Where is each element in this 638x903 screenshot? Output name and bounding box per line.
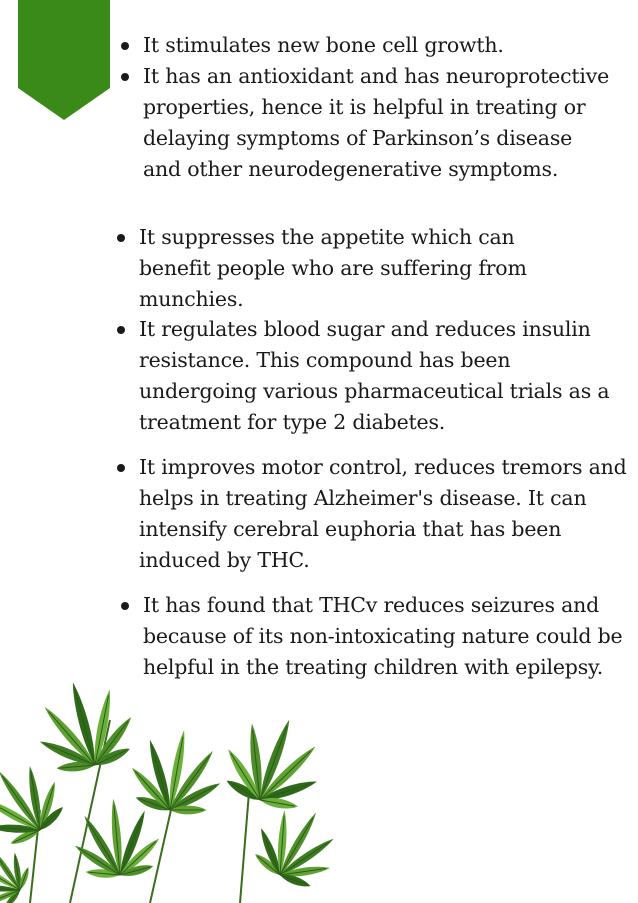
list-item (143, 30, 613, 61)
bullet-dot-icon (117, 326, 125, 334)
bullet-dot-icon (121, 42, 129, 50)
list-item-text: It has found that THCv reduces seizures and because of its non-intoxicating nature could be helpful in the treating children with epilepsy. (143, 593, 623, 679)
cannabis-leaves-icon (0, 660, 340, 903)
bullet-dot-icon (117, 464, 125, 472)
list-item-text: It suppresses the appetite which can benefit people who are suffering from munchies. (139, 225, 527, 311)
list-item-text: It improves motor control, reduces tremors and helps in treating Alzheimer's disease. It can intensify cerebral euphoria that has been induced by THC. (139, 455, 627, 572)
list-item (143, 61, 613, 185)
list-item-text: It regulates blood sugar and reduces insulin resistance. This compound has been undergoing various pharmaceutical trials as a treatment for type 2 diabetes. (139, 317, 610, 434)
list-item-text: It has an antioxidant and has neuroprotective properties, hence it is helpful in treating or delaying symptoms of Parkinson’s disease and other neurodegenerative symptoms. (143, 64, 610, 181)
list-item-text: It stimulates new bone cell growth. (143, 33, 504, 57)
bullet-dot-icon (121, 73, 129, 81)
bullet-dot-icon (117, 234, 125, 242)
bullet-dot-icon (121, 602, 129, 610)
list-item (139, 314, 614, 438)
list-item (139, 222, 579, 315)
list-item (139, 452, 629, 576)
